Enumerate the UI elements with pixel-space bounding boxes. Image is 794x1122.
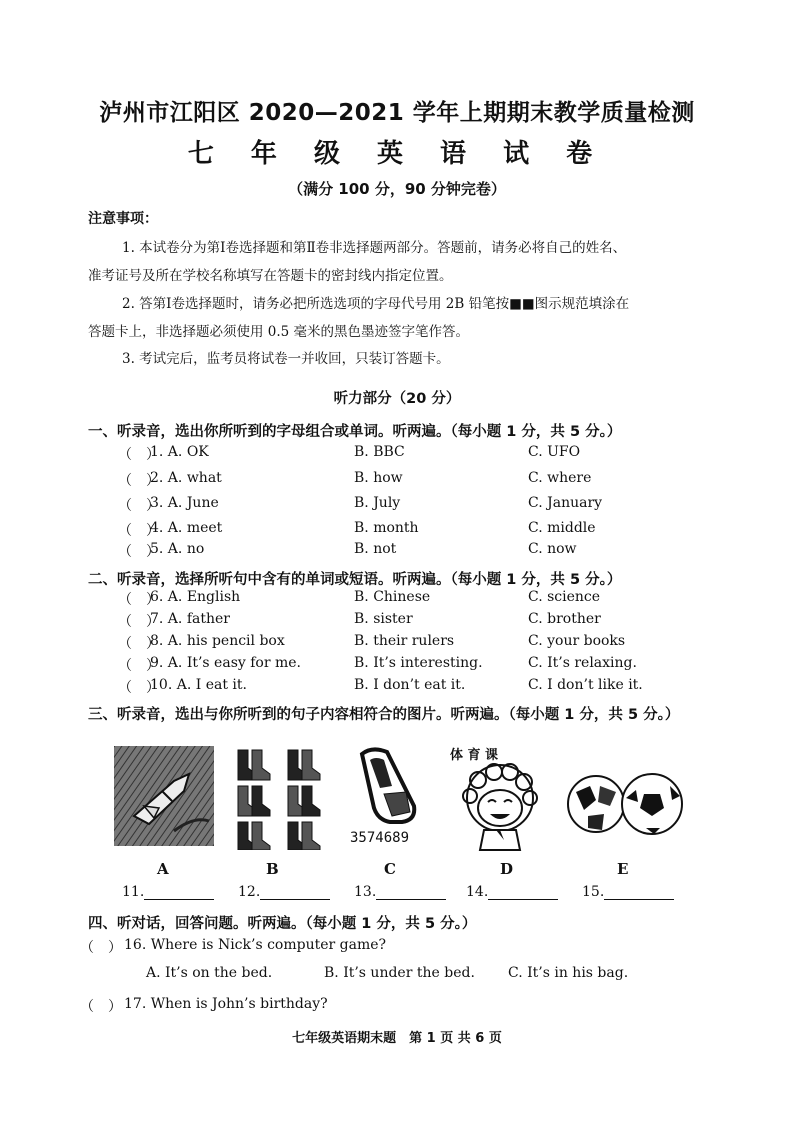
caption-a: A [157,860,169,878]
question-17: 17. When is John’s birthday? [124,996,328,1012]
answer-blank-14[interactable] [466,884,558,900]
blank-number: 15. [582,884,605,900]
answer-paren[interactable]: （ ） [118,523,160,539]
option-c: C. brother [528,611,601,627]
section4-title: 四、听对话，回答问题。听两遍。（每小题 1 分，共 5 分。） [88,916,477,932]
answer-paren[interactable]: （ ） [80,940,122,956]
blank-number: 12. [238,884,261,900]
option-b: B. their rulers [354,633,455,649]
caption-d: D [500,860,514,878]
note-line: 3. 考试完后，监考员将试卷一并收回，只装订答题卡。 [122,351,450,367]
note-line: 答题卡上，非选择题必须使用 0.5 毫米的黑色墨迹签字笔作答。 [88,324,470,340]
picture-c-phone [352,746,426,826]
option-a: 6. A. English [150,589,241,605]
option-a: 4. A. meet [150,520,223,536]
option-a: 1. A. OK [150,444,209,460]
blank-number: 13. [354,884,377,900]
note-line: 准考证号及所在学校名称填写在答题卡的密封线内指定位置。 [88,268,453,284]
exam-subtitle: 七 年 级 英 语 试 卷 [187,139,607,169]
option-a: 3. A. June [150,495,219,511]
q16-option-a: A. It’s on the bed. [146,965,273,981]
option-a: 9. A. It’s easy for me. [150,655,301,671]
picture-e-balls [566,772,684,838]
answer-blank-13[interactable] [354,884,446,900]
option-c: C. where [528,470,592,486]
option-a: 7. A. father [150,611,230,627]
answer-paren[interactable]: （ ） [80,999,122,1015]
option-b: B. how [354,470,403,486]
option-b: B. July [354,495,401,511]
listening-title: 听力部分（20 分） [333,391,461,407]
option-c: C. science [528,589,601,605]
answer-paren[interactable]: （ ） [118,636,160,652]
option-c: C. UFO [528,444,581,460]
option-c: C. I don’t like it. [528,677,643,693]
answer-paren[interactable]: （ ） [118,680,160,696]
caption-e: E [617,860,629,878]
section3-title: 三、听录音，选出与你所听到的句子内容相符合的图片。听两遍。（每小题 1 分，共 5 分。） [88,707,680,723]
answer-paren[interactable]: （ ） [118,498,160,514]
option-b: B. sister [354,611,413,627]
answer-blank-12[interactable] [238,884,330,900]
answer-paren[interactable]: （ ） [118,447,160,463]
picture-a-rocket [114,746,214,846]
option-c: C. middle [528,520,596,536]
note-line: 2. 答第Ⅰ卷选择题时，请务必把所选选项的字母代号用 2B 铅笔按■■图示规范填涂在 [122,296,630,312]
notes-heading: 注意事项： [88,211,158,227]
caption-c: C [384,860,396,878]
blank-number: 14. [466,884,489,900]
option-c: C. now [528,541,577,557]
option-c: C. It’s relaxing. [528,655,637,671]
option-b: B. I don’t eat it. [354,677,466,693]
answer-blank-11[interactable] [122,884,214,900]
option-a: 2. A. what [150,470,222,486]
answer-paren[interactable]: （ ） [118,473,160,489]
option-b: B. Chinese [354,589,431,605]
phone-number: 3574689 [350,830,410,846]
option-a: 5. A. no [150,541,205,557]
page-footer: 七年级英语期末题 第 1 页 共 6 页 [292,1031,502,1046]
option-b: B. not [354,541,397,557]
answer-paren[interactable]: （ ） [118,658,160,674]
picture-d-boy [450,762,550,852]
exam-info: （满分 100 分，90 分钟完卷） [288,180,506,198]
note-line: 1. 本试卷分为第Ⅰ卷选择题和第Ⅱ卷非选择题两部分。答题前，请务必将自己的姓名、 [122,240,627,256]
answer-paren[interactable]: （ ） [118,592,160,608]
section1-title: 一、听录音，选出你所听到的字母组合或单词。听两遍。（每小题 1 分，共 5 分。） [88,424,622,440]
option-c: C. your books [528,633,626,649]
q16-option-c: C. It’s in his bag. [508,965,629,981]
answer-blank-15[interactable] [582,884,674,900]
option-c: C. January [528,495,603,511]
pe-class-label: 体 育 课 [450,748,499,763]
option-a: 10. A. I eat it. [150,677,247,693]
option-b: B. month [354,520,419,536]
option-a: 8. A. his pencil box [150,633,285,649]
caption-b: B [266,860,279,878]
question-16: 16. Where is Nick’s computer game? [124,937,387,953]
exam-title: 泸州市江阳区 2020—2021 学年上期期末教学质量检测 [99,100,695,126]
blank-number: 11. [122,884,145,900]
q16-option-b: B. It’s under the bed. [324,965,475,981]
option-b: B. It’s interesting. [354,655,483,671]
answer-paren[interactable]: （ ） [118,614,160,630]
picture-b-socks [232,746,328,850]
answer-paren[interactable]: （ ） [118,544,160,560]
option-b: B. BBC [354,444,405,460]
section2-title: 二、听录音，选择所听句中含有的单词或短语。听两遍。（每小题 1 分，共 5 分。） [88,572,622,588]
